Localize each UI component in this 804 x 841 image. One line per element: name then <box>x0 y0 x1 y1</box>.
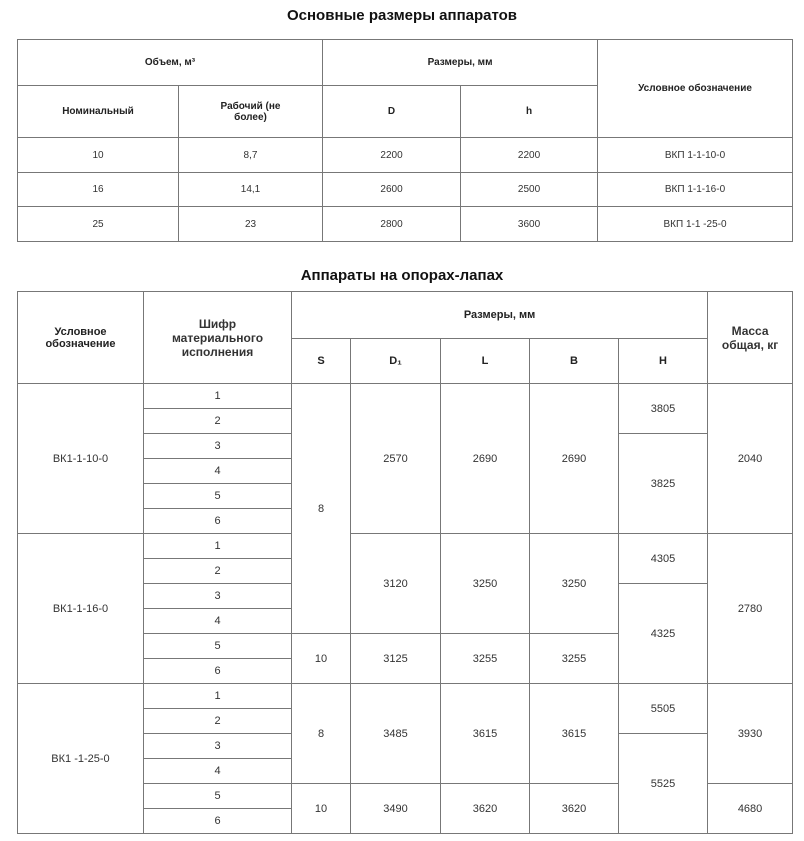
table-row <box>18 534 793 559</box>
b-cell: 3620 <box>530 784 619 834</box>
header-h: h <box>461 86 598 138</box>
table-row <box>18 207 793 242</box>
cell-working: 23 <box>179 207 323 242</box>
table-row <box>18 384 793 409</box>
b-cell: 2690 <box>530 384 619 534</box>
l-cell: 3615 <box>441 684 530 784</box>
cell-d: 2200 <box>323 138 461 173</box>
cipher-cell: 2 <box>144 709 292 734</box>
header-l: L <box>441 339 530 384</box>
cipher-cell: 5 <box>144 784 292 809</box>
header-volume: Объем, м³ <box>18 40 323 86</box>
cipher-cell: 6 <box>144 659 292 684</box>
cipher-cell: 2 <box>144 559 292 584</box>
header-mass: Масса общая, кг <box>708 292 793 384</box>
table1-title: Основные размеры аппаратов <box>286 7 518 24</box>
cell-working: 8,7 <box>179 138 323 173</box>
cipher-cell: 4 <box>144 759 292 784</box>
group-designation: ВК1-1-10-0 <box>18 384 144 534</box>
h-cell: 5505 <box>619 684 708 734</box>
cipher-cell: 5 <box>144 634 292 659</box>
d1-cell: 3490 <box>351 784 441 834</box>
mass-cell: 2780 <box>708 534 793 684</box>
s-cell: 10 <box>292 784 351 834</box>
l-cell: 3250 <box>441 534 530 634</box>
h-cell: 3825 <box>619 434 708 534</box>
l-cell: 2690 <box>441 384 530 534</box>
b-cell: 3255 <box>530 634 619 684</box>
header-designation: Условное обозначение <box>18 292 144 384</box>
s-cell: 8 <box>292 384 351 634</box>
header-working: Рабочий (не более) <box>179 86 323 138</box>
s-cell: 8 <box>292 684 351 784</box>
header-d1: D₁ <box>351 339 441 384</box>
cipher-cell: 5 <box>144 484 292 509</box>
group-designation: ВК1 -1-25-0 <box>18 684 144 834</box>
cipher-cell: 1 <box>144 534 292 559</box>
cell-designation: ВКП 1-1 -25-0 <box>598 207 793 242</box>
b-cell: 3250 <box>530 534 619 634</box>
header-sizes: Размеры, мм <box>323 40 598 86</box>
mass-cell: 4680 <box>708 784 793 834</box>
header-s: S <box>292 339 351 384</box>
cell-nominal: 16 <box>18 173 179 207</box>
cipher-cell: 4 <box>144 609 292 634</box>
header-hh: H <box>619 339 708 384</box>
h-cell: 5525 <box>619 734 708 834</box>
cell-designation: ВКП 1-1-10-0 <box>598 138 793 173</box>
supports-table <box>17 291 793 834</box>
cell-nominal: 25 <box>18 207 179 242</box>
cipher-cell: 3 <box>144 584 292 609</box>
header-cipher: Шифр материального исполнения <box>144 292 292 384</box>
cipher-cell: 1 <box>144 384 292 409</box>
cell-designation: ВКП 1-1-16-0 <box>598 173 793 207</box>
d1-cell: 2570 <box>351 384 441 534</box>
header-b: B <box>530 339 619 384</box>
h-cell: 4325 <box>619 584 708 684</box>
d1-cell: 3485 <box>351 684 441 784</box>
group-designation: ВК1-1-16-0 <box>18 534 144 684</box>
d1-cell: 3125 <box>351 634 441 684</box>
cipher-cell: 6 <box>144 509 292 534</box>
cell-h: 2500 <box>461 173 598 207</box>
b-cell: 3615 <box>530 684 619 784</box>
cell-working: 14,1 <box>179 173 323 207</box>
mass-cell: 3930 <box>708 684 793 784</box>
l-cell: 3255 <box>441 634 530 684</box>
table-row <box>18 684 793 709</box>
header-sizes: Размеры, мм <box>292 292 708 339</box>
cipher-cell: 3 <box>144 734 292 759</box>
d1-cell: 3120 <box>351 534 441 634</box>
mass-cell: 2040 <box>708 384 793 534</box>
cell-d: 2800 <box>323 207 461 242</box>
dimensions-table <box>17 39 793 242</box>
table2-title: Аппараты на опорах-лапах <box>300 267 504 284</box>
header-d: D <box>323 86 461 138</box>
h-cell: 3805 <box>619 384 708 434</box>
header-designation: Условное обозначение <box>598 40 793 138</box>
cipher-cell: 3 <box>144 434 292 459</box>
cipher-cell: 2 <box>144 409 292 434</box>
cell-h: 3600 <box>461 207 598 242</box>
cell-nominal: 10 <box>18 138 179 173</box>
table-row <box>18 173 793 207</box>
cipher-cell: 1 <box>144 684 292 709</box>
cell-d: 2600 <box>323 173 461 207</box>
cipher-cell: 6 <box>144 809 292 834</box>
cell-h: 2200 <box>461 138 598 173</box>
cipher-cell: 4 <box>144 459 292 484</box>
table-row <box>18 138 793 173</box>
header-nominal: Номинальный <box>18 86 179 138</box>
l-cell: 3620 <box>441 784 530 834</box>
h-cell: 4305 <box>619 534 708 584</box>
s-cell: 10 <box>292 634 351 684</box>
